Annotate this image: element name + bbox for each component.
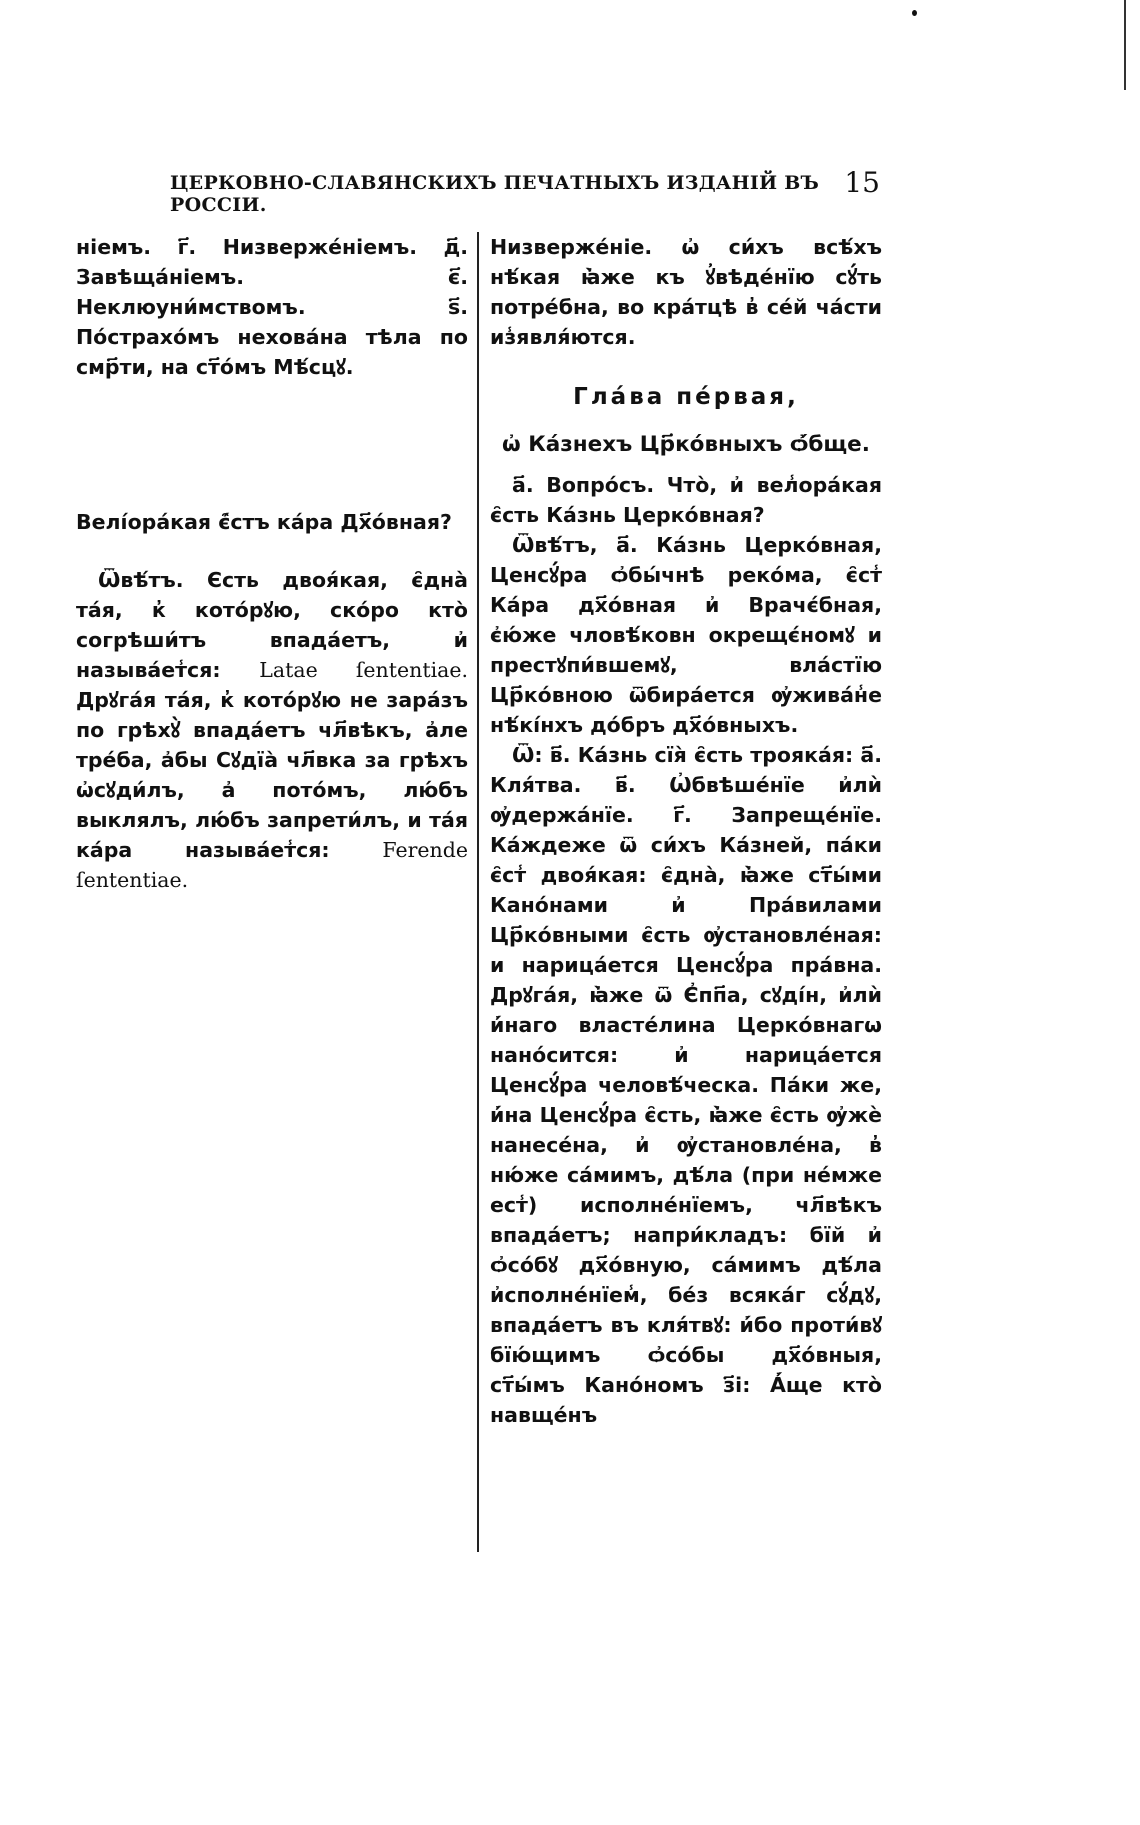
running-title: ЦЕРКОВНО-СЛАВЯНСКИХЪ ПЕЧАТНЫХЪ ИЗДАНІЙ ВЪ РОССІИ. [170,172,820,216]
answer-paragraph [76,565,468,895]
latin-term-2: Ferende ſententiae. [76,838,468,892]
answer-2 [490,740,882,1430]
right-column [490,232,882,1430]
column-divider [477,232,479,1552]
q1-label: а҃. Вопро́съ. [512,473,655,497]
chapter-subtitle: ѡ҆ Ка́знехъ Цр҃ко́вныхъ ѻ҆́бще. [502,432,870,457]
chapter-title: Гла́ва пе́рвая, [573,384,799,410]
question-heading: Велі́ора́кая є̑́стъ ка́ра Дх҃о́вная? [76,510,452,534]
latin-term-1: Latae ſententiae. [259,658,468,682]
right-continuation: Низверже́ніе. ѡ҆ си́хъ всѣ́хъ нѣ́кая ꙗ҆̀же къ ꙋ҆вѣде́нїю сꙋ́ть потре́бна, во кра́тцѣ в̓ се́й ча́сти из̾явля́ются. [490,235,882,349]
page-number: 15 [844,166,880,199]
page-header [160,166,880,216]
answer-body: Єсть двоя́кая, є̑дна̀ та́я, к̓ кото́рꙋю, ско́ро кто̀ согрѣши́тъ впада́етъ, и҆ называ́ет̾ся: [76,568,469,682]
left-continuation: ніемъ. г҃. Низверже́ніемъ. д҃. Завѣща́ніемъ. є҃. Неклюуни́мствомъ. ѕ҃. По́страхо́мъ нехова́на тѣла по смр҃ти, на ст҃о́мъ Мѣ́сцꙋ. [76,235,468,379]
a2-text: Ка́знь сїя̀ є̑сть трояка́я: а҃. Кля́тва. в҃. Ѡ҆бвѣше́нїе и҆лѝ ѹ҆держа́нїе. г҃. Запреще́нїе. Ка́ждеже ѿ си́хъ Ка́зней, па́ки є̑ст̾ двоя́кая: є̑дна̀, ꙗ҆̀же ст҃ы́ми Кано́нами и҆ Пра́вилами Цр҃ко́вными є̑сть ѹ҆становле́ная: и нарица́ется Ценсꙋ́ра пра́вна. Дрꙋга́я, ꙗ҆̀же ѿ Є҆пп҃а, сꙋді́н, и҆лѝ и҆́наго власте́лина Церко́внагѡ нано́сится: и҆ нарица́ется Ценсꙋ́ра человѣ́ческа. Па́ки же, и҆́на Ценсꙋ́ра є̑сть, ꙗ҆̀же є̑сть ѹ҆жѐ нанесе́на, и҆ ѹ҆становле́на, в̓ ню́же са́мимъ, дѣ́ла (при не́мже ест̾) исполне́нїемъ, чл҃вѣкъ впада́етъ; напри́кладъ: бїй и҆ ѻ҆со́бꙋ дх҃о́вную, са́мимъ дѣ́ла и҆сполне́нїем̾, бе́з всяка́г сꙋ́дꙋ, впада́етъ въ кля́твꙋ: и҆́бо проти́вꙋ бїю́щимъ ѻ҆со́бы дх҃о́вныя, ст҃ы́мъ Кано́номъ з҃і: А҆́ще кто̀ навще́нъ [490,743,883,1427]
answer-1 [490,530,882,740]
a1-text: Ка́знь Церко́вная, Ценсꙋ́ра ѻ҆бы́чнѣ реко́ма, є̑ст̾ Ка́ра дх҃о́вная и҆ Врачє́бная, є҆ю́же чловѣ́ковн окрещє́номꙋ и престꙋпи́вшемꙋ, вла́стїю Цр҃ко́вною ѿбира́ется ѹ҆жива́н̾е нѣ́кі́нхъ до́бръ дх҃о́вныхъ. [490,533,883,737]
scan-edge [1124,0,1140,90]
left-column [76,232,468,895]
answer-body-2: Дрꙋга́я та́я, к̓ кото́рꙋю не зара́зъ по грѣхꙋ̀ впада́етъ чл҃вѣкъ, а҆ле тре́ба, а҆бы Сꙋдїа̀ чл҃вка за грѣхъ ѡ҆сꙋди́лъ, а҆ пото́мъ, лю́бъ выклялъ, лю́бъ запрети́лъ, и та́я ка́ра называ́ет̾ся: [76,688,468,862]
answer-lead: Ѿвѣ́тъ. [98,568,184,592]
question-1 [490,470,882,530]
q1-text: Что̀, и҆ вел̾ора́кая є̑сть Ка́знь Церко́вная? [490,473,883,527]
a1-lead: Ѿвѣ́тъ, а҃. [512,533,638,557]
ink-speck [912,10,917,16]
a2-lead: Ѿ: в҃. [512,743,571,767]
